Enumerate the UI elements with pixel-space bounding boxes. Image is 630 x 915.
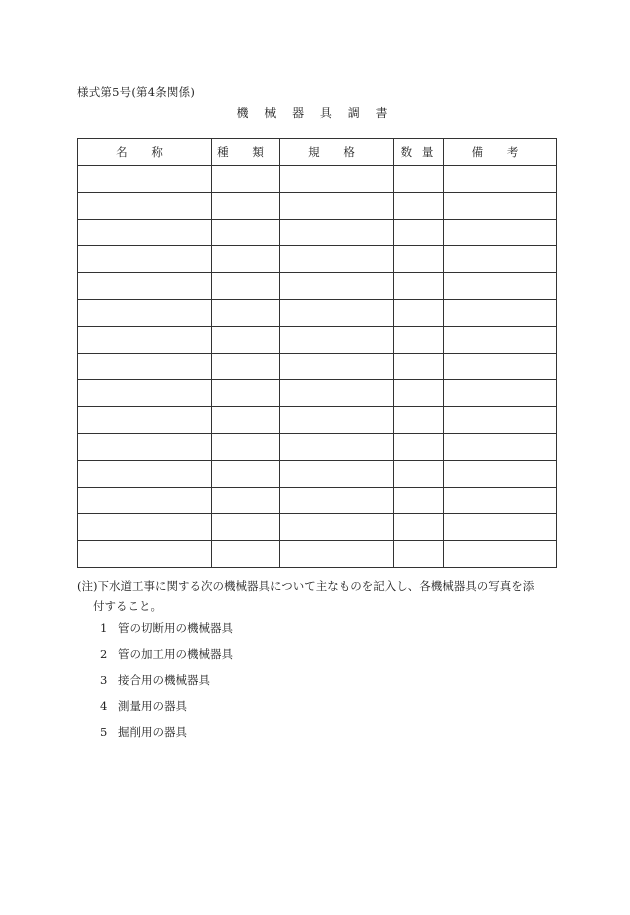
cell-quantity[interactable] [394,273,444,300]
cell-spec[interactable] [280,487,394,514]
cell-name[interactable] [78,273,212,300]
cell-remarks[interactable] [444,353,557,380]
cell-quantity[interactable] [394,487,444,514]
item-text: 接合用の機械器具 [118,673,210,687]
cell-type[interactable] [212,460,280,487]
equipment-category-list [100,620,233,750]
cell-type[interactable] [212,326,280,353]
cell-remarks[interactable] [444,514,557,541]
table-row [78,192,557,219]
cell-type[interactable] [212,219,280,246]
table-row [78,407,557,434]
cell-name[interactable] [78,299,212,326]
table-row [78,541,557,568]
cell-quantity[interactable] [394,460,444,487]
cell-type[interactable] [212,407,280,434]
cell-remarks[interactable] [444,487,557,514]
cell-quantity[interactable] [394,353,444,380]
cell-remarks[interactable] [444,299,557,326]
header-spec: 規 格 [280,139,394,166]
form-reference: 様式第5号(第4条関係) [77,85,196,99]
cell-name[interactable] [78,460,212,487]
cell-spec[interactable] [280,273,394,300]
cell-quantity[interactable] [394,246,444,273]
cell-quantity[interactable] [394,407,444,434]
cell-spec[interactable] [280,166,394,193]
table-row [78,487,557,514]
note-line-2: 付すること。 [93,599,162,613]
cell-remarks[interactable] [444,192,557,219]
item-number: 2 [100,647,108,661]
cell-remarks[interactable] [444,380,557,407]
cell-quantity[interactable] [394,166,444,193]
table-row [78,460,557,487]
cell-type[interactable] [212,192,280,219]
cell-type[interactable] [212,246,280,273]
cell-type[interactable] [212,273,280,300]
cell-quantity[interactable] [394,433,444,460]
note [77,576,557,616]
cell-spec[interactable] [280,407,394,434]
cell-remarks[interactable] [444,433,557,460]
cell-name[interactable] [78,407,212,434]
table-row [78,514,557,541]
table-header-row [78,139,557,166]
cell-quantity[interactable] [394,326,444,353]
cell-spec[interactable] [280,433,394,460]
cell-type[interactable] [212,541,280,568]
item-number: 3 [100,673,108,687]
cell-spec[interactable] [280,380,394,407]
cell-remarks[interactable] [444,407,557,434]
cell-remarks[interactable] [444,541,557,568]
cell-name[interactable] [78,433,212,460]
cell-remarks[interactable] [444,460,557,487]
list-item [100,646,233,672]
cell-spec[interactable] [280,192,394,219]
cell-spec[interactable] [280,541,394,568]
cell-type[interactable] [212,166,280,193]
table-row [78,219,557,246]
cell-quantity[interactable] [394,299,444,326]
table-row [78,433,557,460]
cell-name[interactable] [78,192,212,219]
cell-quantity[interactable] [394,541,444,568]
table-row [78,380,557,407]
cell-name[interactable] [78,166,212,193]
cell-spec[interactable] [280,353,394,380]
cell-spec[interactable] [280,326,394,353]
cell-quantity[interactable] [394,514,444,541]
item-text: 管の加工用の機械器具 [118,647,233,661]
equipment-table [77,138,557,568]
table-body [78,166,557,568]
table-row [78,166,557,193]
list-item [100,620,233,646]
table-row [78,246,557,273]
cell-remarks[interactable] [444,326,557,353]
cell-name[interactable] [78,380,212,407]
document-title: 機 械 器 具 調 書 [236,106,394,120]
table-row [78,273,557,300]
item-text: 測量用の器具 [118,699,187,713]
cell-spec[interactable] [280,514,394,541]
header-type: 種 類 [212,139,280,166]
note-line-1: (注)下水道工事に関する次の機械器具について主なものを記入し、各機械器具の写真を添 [77,579,535,593]
header-quantity: 数 量 [394,139,444,166]
cell-type[interactable] [212,353,280,380]
cell-type[interactable] [212,487,280,514]
cell-name[interactable] [78,219,212,246]
list-item [100,724,233,750]
cell-spec[interactable] [280,246,394,273]
cell-name[interactable] [78,246,212,273]
cell-spec[interactable] [280,460,394,487]
cell-quantity[interactable] [394,380,444,407]
cell-quantity[interactable] [394,219,444,246]
cell-type[interactable] [212,433,280,460]
table-row [78,326,557,353]
cell-type[interactable] [212,380,280,407]
list-item [100,698,233,724]
cell-remarks[interactable] [444,166,557,193]
header-remarks: 備 考 [444,139,557,166]
list-item [100,672,233,698]
item-text: 管の切断用の機械器具 [118,621,233,635]
item-number: 1 [100,621,108,635]
table-row [78,353,557,380]
cell-spec[interactable] [280,299,394,326]
cell-name[interactable] [78,326,212,353]
table-row [78,299,557,326]
item-number: 4 [100,699,108,713]
cell-type[interactable] [212,299,280,326]
cell-type[interactable] [212,514,280,541]
cell-remarks[interactable] [444,273,557,300]
cell-remarks[interactable] [444,246,557,273]
cell-name[interactable] [78,514,212,541]
item-text: 掘削用の器具 [118,725,187,739]
cell-quantity[interactable] [394,192,444,219]
cell-spec[interactable] [280,219,394,246]
header-name: 名 称 [78,139,212,166]
cell-name[interactable] [78,541,212,568]
cell-name[interactable] [78,487,212,514]
cell-name[interactable] [78,353,212,380]
item-number: 5 [100,725,108,739]
cell-remarks[interactable] [444,219,557,246]
